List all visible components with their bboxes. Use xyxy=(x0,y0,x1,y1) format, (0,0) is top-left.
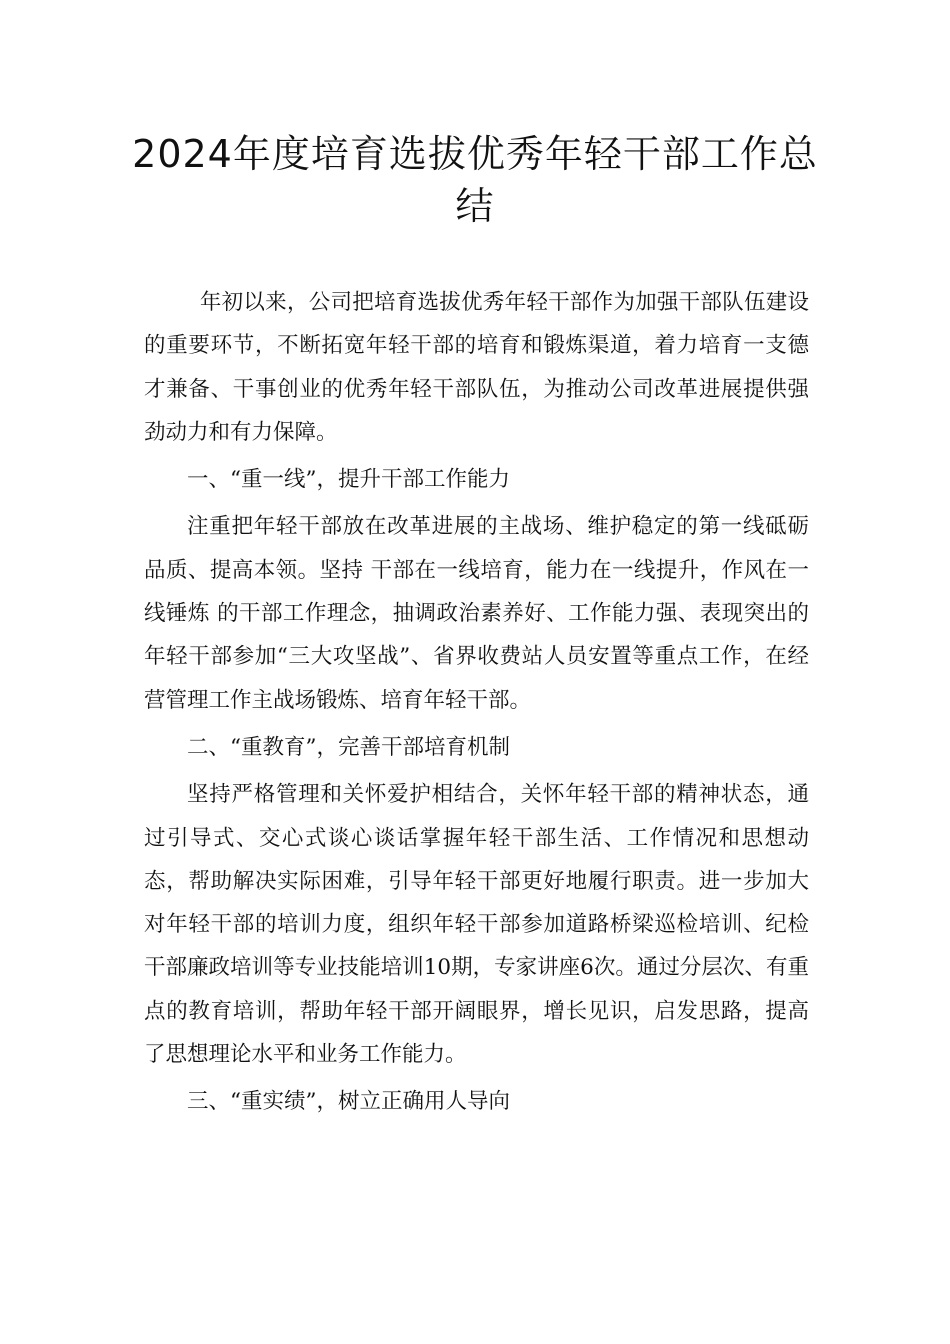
section-2-paragraph: 坚持严格管理和关怀爱护相结合，关怀年轻干部的精神状态，通过引导式、交心式谈心谈话掌握年轻干部生活、工作情况和思想动态，帮助解决实际困难，引导年轻干部更好地履行职责。进一步加大对年轻干部的培训力度，组织年轻干部参加道路桥梁巡检培训、纪检干部廉政培训等专业技能培训10期，专家讲座6次。通过分层次、有重点的教育培训，帮助年轻干部开阔眼界，增长见识，启发思路，提高了思想理论水平和业务工作能力。 xyxy=(144,782,809,1068)
document-body xyxy=(144,281,809,1128)
section-1-paragraph: 注重把年轻干部放在改革进展的主战场、维护稳定的第一线砥砺品质、提高本领。坚持 干部在一线培育，能力在一线提升，作风在一线锤炼 的干部工作理念，抽调政治素养好、工作能力强、表现突出的年轻干部参加“三大攻坚战”、省界收费站人员安置等重点工作，在经营管理工作主战场锻炼、培育年轻干部。 xyxy=(144,514,809,713)
section-heading-3: 三、“重实绩”，树立正确用人导向 xyxy=(187,1089,510,1115)
section-heading-1: 一、“重一线”，提升干部工作能力 xyxy=(187,467,510,493)
document-title: 2024年度培育选拔优秀年轻干部工作总结 xyxy=(132,132,818,228)
section-heading-2: 二、“重教育”，完善干部培育机制 xyxy=(187,734,510,760)
intro-paragraph: 年初以来，公司把培育选拔优秀年轻干部作为加强干部队伍建设的重要环节，不断拓宽年轻干部的培育和锻炼渠道，着力培育一支德才兼备、干事创业的优秀年轻干部队伍，为推动公司改革进展提供强劲动力和有力保障。 xyxy=(144,290,809,445)
